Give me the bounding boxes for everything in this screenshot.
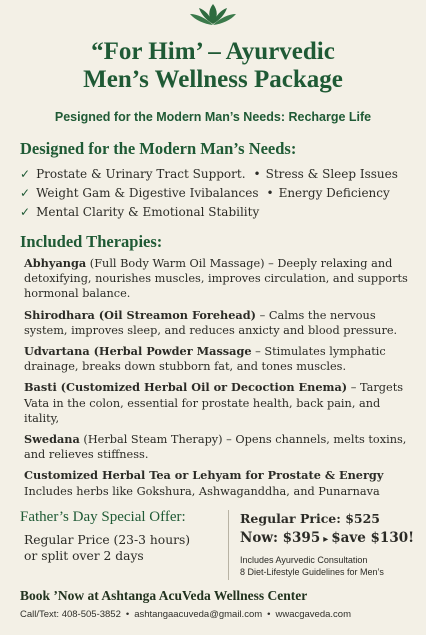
therapies-heading: Included Therapies: xyxy=(20,232,163,251)
check-icon: ✓ xyxy=(20,186,31,200)
arrow-icon: ▸ xyxy=(323,534,329,545)
divider xyxy=(228,510,229,580)
check-icon: ✓ xyxy=(20,205,31,219)
therapy-item: Abhyanga (Full Body Warm Oil Massage) – Deeply relaxing and detoxifying, nourishes muscles, improves circulation, and supports hormonal balance. xyxy=(24,256,408,301)
price-note: Includes Ayurvedic Consultation 8 Diet-Lifestyle Guidelines for Men’s xyxy=(240,555,384,577)
therapies-list xyxy=(24,256,412,505)
price-box xyxy=(240,511,415,578)
phone[interactable]: Call/Text: 408-505-3852 xyxy=(20,609,121,620)
needs-heading: Designed for the Modern Man’s Needs: xyxy=(20,139,297,158)
therapy-item: Shirodhara (Oil Streamon Forehead) – Calms the nervous system, improves sleep, and reduces anxicty and blood pressure. xyxy=(24,307,398,337)
lotus-icon xyxy=(186,2,240,28)
now-price: Now: $395 ▸ $ave $130! xyxy=(240,530,415,546)
therapy-item: Customized Herbal Tea or Lehyam for Prostate & Energy Includes herbs like Gokshura, Ashwaganddha, and Punarnava xyxy=(24,468,384,498)
therapy-item: Swedana (Herbal Steam Therapy) – Opens channels, melts toxins, and relieves stiffness. xyxy=(24,432,407,462)
list-item: ✓ Prostate & Urinary Tract Support. • Stress & Sleep Issues xyxy=(20,167,398,181)
subtitle: Pesigned for the Modern Man’s Needs: Recharge Life xyxy=(54,110,372,124)
therapy-item: Udvartana (Herbal Powder Massage – Stimulates lymphatic drainage, breaks down stubborn fat, and tones muscles. xyxy=(24,344,386,374)
therapy-item: Basti (Customized Herbal Oil or Decoction Enema) – Targets Vata in the colon, essential for prostate health, back pain, and itality, xyxy=(24,380,404,425)
page-title-line1: “For Him’ – Ayurvedic xyxy=(91,38,335,65)
offer-duration: Regular Price (23-3 hours) or split over 2 days xyxy=(24,533,191,563)
needs-list xyxy=(20,165,420,222)
website-link[interactable]: wwacgaveda.com xyxy=(275,609,351,620)
page-title-line2: Men’s Wellness Package xyxy=(83,66,343,93)
regular-price: Regular Price: $525 xyxy=(240,511,381,526)
email-link[interactable]: ashtangaacuveda@gmail.com xyxy=(134,609,263,620)
book-now: Book ’Now at Ashtanga AcuVeda Wellness Center xyxy=(20,588,308,603)
offer-title: Father’s Day Special Offer: xyxy=(20,509,186,525)
check-icon: ✓ xyxy=(20,167,31,181)
contact-line: Call/Text: 408-505-3852 • ashtangaacuveda@gmail.com • wwacgaveda.com xyxy=(20,609,351,620)
list-item: ✓ Mental Clarity & Emotional Stability xyxy=(20,205,260,219)
list-item: ✓ Weight Gam & Digestive Ivibalances • Energy Deficiency xyxy=(20,186,390,200)
